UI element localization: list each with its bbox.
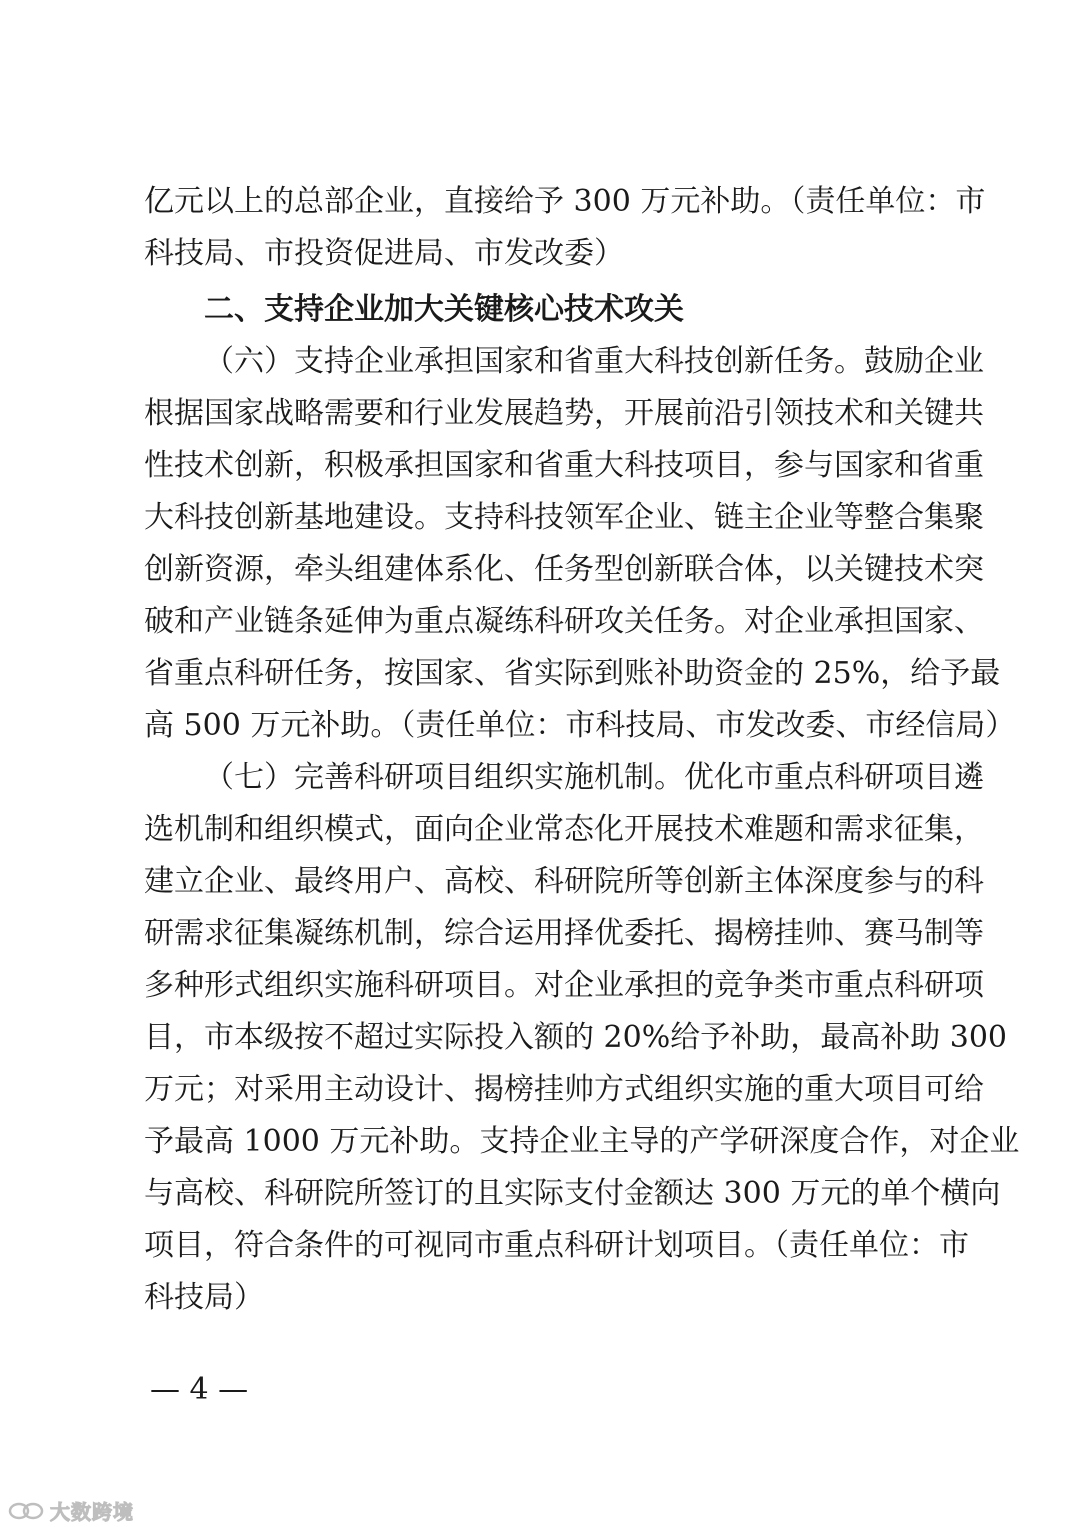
- text-line: 创新资源，牵头组建体系化、任务型创新联合体，以关键技术突: [144, 552, 984, 587]
- text-line: （七）完善科研项目组织实施机制。优化市重点科研项目遴: [204, 760, 984, 795]
- text-line: 科技局、市投资促进局、市发改委）: [144, 236, 624, 271]
- text-line: 目，市本级按不超过实际投入额的 20%给予补助，最高补助 300: [144, 1020, 1008, 1055]
- text-line: 项目，符合条件的可视同市重点科研计划项目。（责任单位：市: [144, 1228, 969, 1263]
- text-line: 破和产业链条延伸为重点凝练科研攻关任务。对企业承担国家、: [144, 604, 984, 639]
- text-line: 亿元以上的总部企业，直接给予 300 万元补助。（责任单位：市: [144, 184, 986, 219]
- section-heading: 二、支持企业加大关键核心技术攻关: [204, 292, 684, 327]
- text-line: （六）支持企业承担国家和省重大科技创新任务。鼓励企业: [204, 344, 984, 379]
- text-line: 选机制和组织模式，面向企业常态化开展技术难题和需求征集，: [144, 812, 984, 847]
- text-line: 根据国家战略需要和行业发展趋势，开展前沿引领技术和关键共: [144, 396, 984, 431]
- text-line: 高 500 万元补助。（责任单位：市科技局、市发改委、市经信局）: [144, 708, 1016, 743]
- watermark: [8, 1496, 134, 1525]
- text-line: 研需求征集凝练机制，综合运用择优委托、揭榜挂帅、赛马制等: [144, 916, 984, 951]
- watermark-text: 大数跨境: [50, 1500, 134, 1524]
- text-line: 万元；对采用主动设计、揭榜挂帅方式组织实施的重大项目可给: [144, 1072, 984, 1107]
- page-number: — 4 —: [150, 1372, 249, 1407]
- text-line: 多种形式组织实施科研项目。对企业承担的竞争类市重点科研项: [144, 968, 984, 1003]
- text-line: 大科技创新基地建设。支持科技领军企业、链主企业等整合集聚: [144, 500, 984, 535]
- text-line: 与高校、科研院所签订的且实际支付金额达 300 万元的单个横向: [144, 1176, 1001, 1211]
- text-line: 性技术创新，积极承担国家和省重大科技项目，参与国家和省重: [144, 448, 984, 483]
- text-line: 建立企业、最终用户、高校、科研院所等创新主体深度参与的科: [144, 864, 984, 899]
- text-line: 省重点科研任务，按国家、省实际到账补助资金的 25%，给予最: [144, 656, 1001, 691]
- text-line: 予最高 1000 万元补助。支持企业主导的产学研深度合作，对企业: [144, 1124, 1020, 1159]
- text-line: 科技局）: [144, 1280, 264, 1315]
- chain-link-logo-icon: [8, 1500, 44, 1522]
